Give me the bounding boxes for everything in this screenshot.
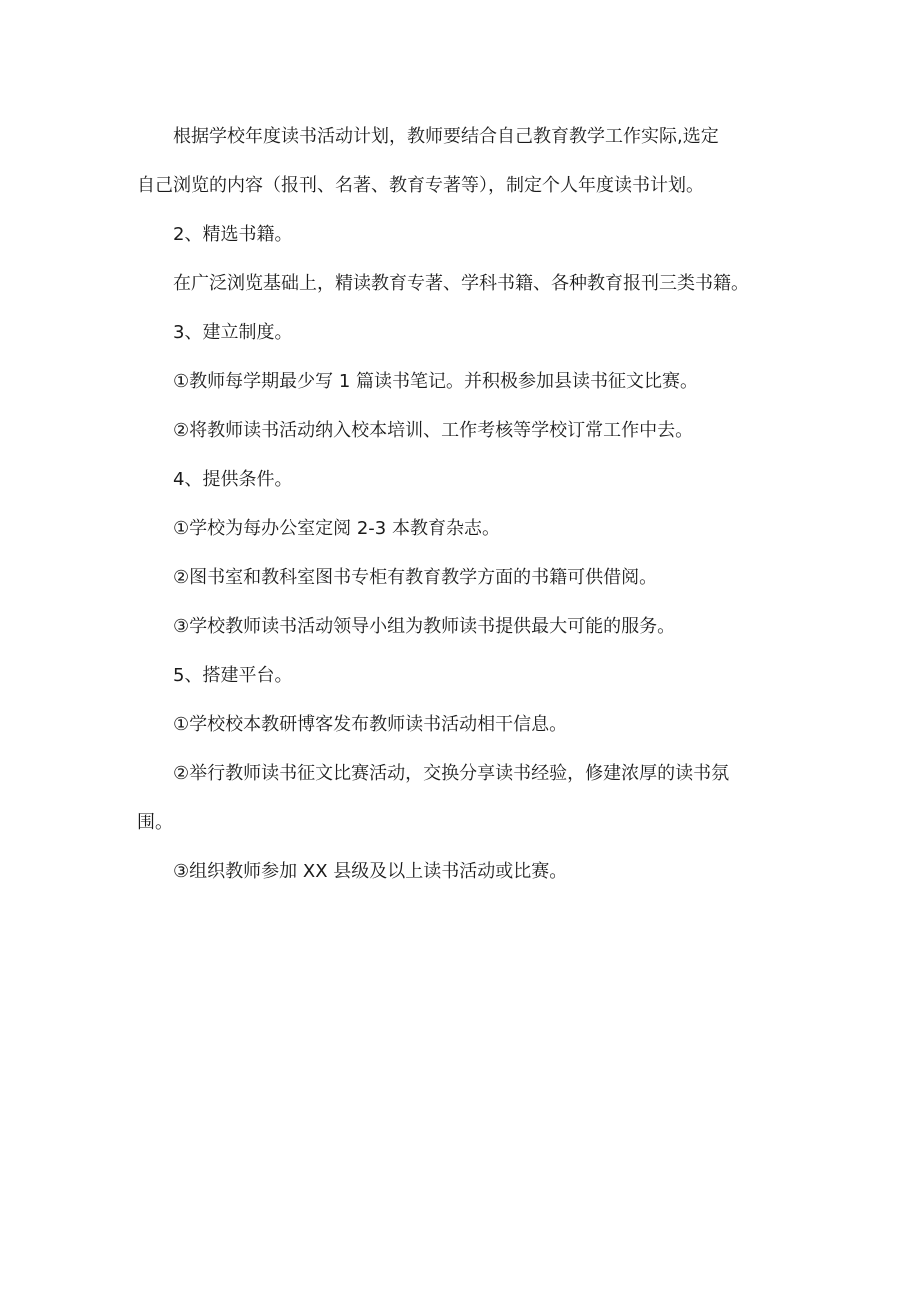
paragraph-plan-intro (137, 112, 801, 210)
text-line: 在广泛浏览基础上，精读教育专著、学科书籍、各种教育报刊三类书籍。 (173, 273, 749, 294)
text-line: 3、建立制度。 (173, 322, 293, 343)
list-item-conditions-2 (137, 553, 801, 602)
text-line: 2、精选书籍。 (173, 224, 293, 245)
text-line: ②将教师读书活动纳入校本培训、工作考核等学校订常工作中去。 (173, 420, 694, 441)
text-line: 5、搭建平台。 (173, 665, 293, 686)
text-line: ①学校为每办公室定阅 2-3 本教育杂志。 (173, 518, 500, 539)
section-heading-platform (137, 651, 801, 700)
text-line: ②图书室和教科室图书专柜有教育教学方面的书籍可供借阅。 (173, 567, 658, 588)
text-line: ②举行教师读书征文比赛活动，交换分享读书经验，修建浓厚的读书氛 (173, 763, 730, 784)
list-item-system-2 (137, 406, 801, 455)
text-line: 自己浏览的内容（报刊、名著、教育专著等），制定个人年度读书计划。 (137, 175, 704, 196)
list-item-conditions-3 (137, 602, 801, 651)
text-line: ①教师每学期最少写 1 篇读书笔记。并积极参加县读书征文比赛。 (173, 371, 699, 392)
text-line: 4、提供条件。 (173, 469, 293, 490)
list-item-conditions-1 (137, 504, 801, 553)
list-item-platform-2 (137, 749, 801, 847)
text-line: ③学校教师读书活动领导小组为教师读书提供最大可能的服务。 (173, 616, 676, 637)
list-item-platform-1 (137, 700, 801, 749)
section-heading-system (137, 308, 801, 357)
section-heading-select-books (137, 210, 801, 259)
text-line: 围。 (137, 812, 173, 833)
text-line: ③组织教师参加 XX 县级及以上读书活动或比赛。 (173, 861, 568, 882)
section-heading-conditions (137, 455, 801, 504)
list-item-platform-3 (137, 847, 801, 896)
text-line: ①学校校本教研博客发布教师读书活动相干信息。 (173, 714, 568, 735)
text-line: 根据学校年度读书活动计划，教师要结合自己教育教学工作实际,选定 (173, 126, 719, 147)
list-item-system-1 (137, 357, 801, 406)
document-body (137, 112, 801, 896)
paragraph-select-books (137, 259, 801, 308)
